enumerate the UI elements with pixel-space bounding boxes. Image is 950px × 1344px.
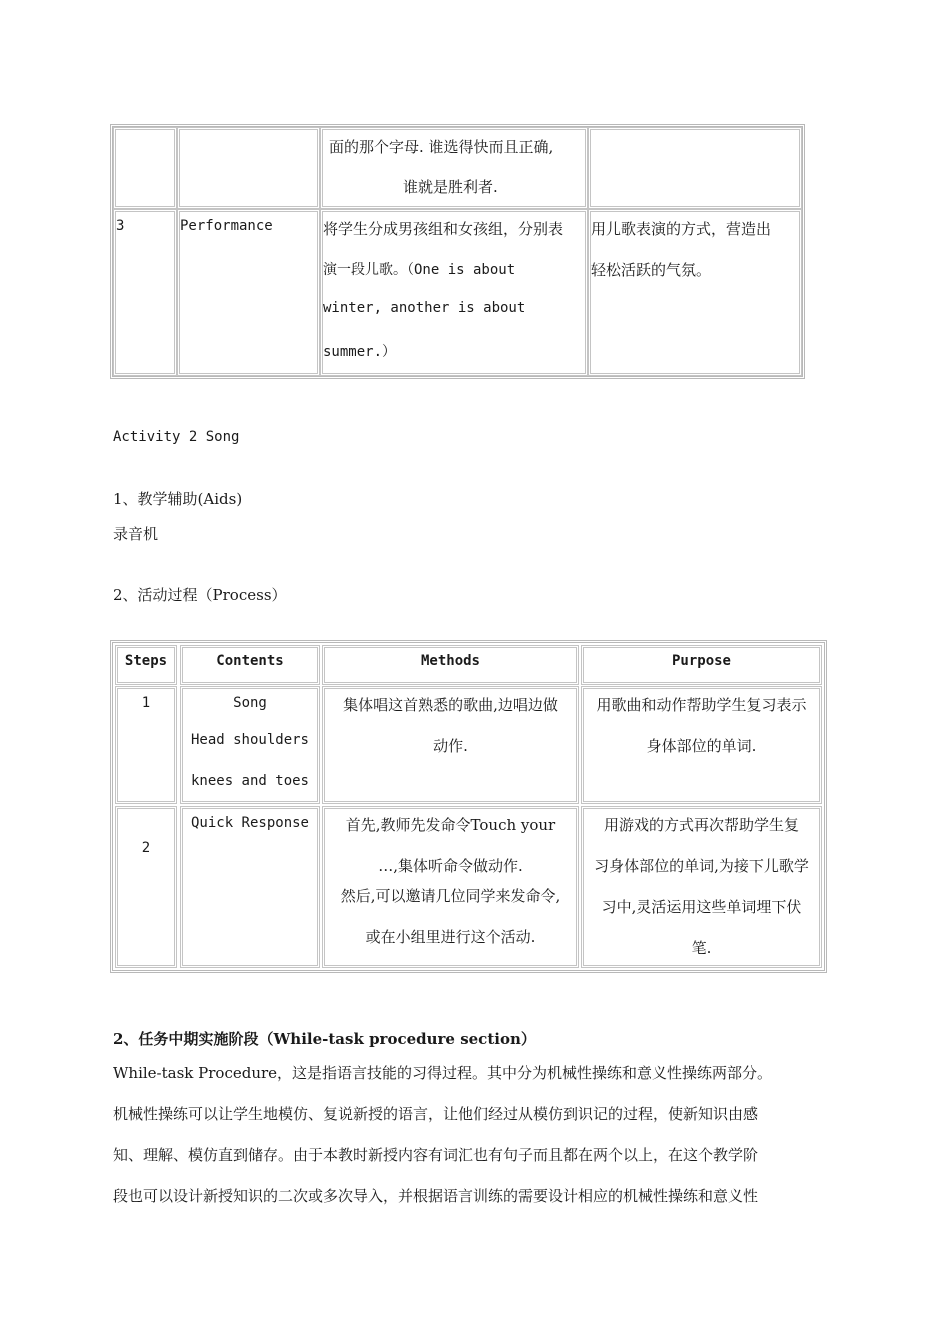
purpose-line: 身体部位的单词. [646,737,757,755]
methods-line: 或在小组里进行这个活动. [365,928,536,946]
methods-line: 面的那个字母. 谁选得快而且正确, [329,138,554,156]
table1-row3-step-cell [113,209,177,376]
purpose-line: 习中,灵活运用这些单词埋下伏 [601,898,802,916]
row1-methods-cell [322,686,579,804]
row2-contents-cell [180,806,320,968]
methods-line: 集体唱这首熟悉的歌曲,边唱边做 [343,696,558,714]
table1-cont-purpose-cell [588,127,802,209]
header-methods: Methods [420,653,480,669]
row2-step-cell [115,806,177,968]
content-line: Song [233,695,267,711]
header-purpose-cell [581,645,822,685]
methods-line: …,集体听命令做动作. [378,857,523,875]
step-number: 2 [141,840,151,856]
table1-row3-content-cell [177,209,320,376]
purpose-line: 用游戏的方式再次帮助学生复 [603,816,799,834]
header-contents: Contents [216,653,284,669]
step-number: 3 [116,218,125,234]
section-heading: 2、任务中期实施阶段（While-task procedure section） [113,1030,536,1048]
aids-value: 录音机 [113,525,159,543]
step-number: 1 [141,695,151,711]
header-steps-cell [115,645,177,685]
section-paragraph [113,1062,843,1226]
table1-cont-methods-cell [320,127,588,209]
aids-heading: 1、教学辅助(Aids) [113,490,243,508]
methods-line: 将学生分成男孩组和女孩组，分别表 [323,220,564,238]
table1-cont-content-cell [177,127,320,209]
methods-line: 动作. [433,737,468,755]
methods-line: 首先,教师先发命令Touch your [345,816,556,834]
table1-cont-step-cell [113,127,177,209]
row2-purpose-cell [581,806,822,968]
row1-contents-cell [180,686,320,804]
header-contents-cell [180,645,320,685]
header-methods-cell [322,645,579,685]
row2-methods-cell [322,806,579,968]
methods-line: 演一段儿歌。（One is about [323,262,516,278]
header-purpose: Purpose [671,653,731,669]
purpose-line: 习身体部位的单词,为接下儿歌学 [594,857,809,875]
content-line: Head shoulders [190,732,309,748]
table1-row3-methods-cell [320,209,588,376]
methods-line: summer.） [323,344,397,360]
content-line: Quick Response [190,815,309,831]
methods-line: winter, another is about [323,300,526,316]
methods-line: 然后,可以邀请几位同学来发命令, [340,887,561,905]
purpose-line: 轻松活跃的气氛。 [591,261,712,279]
methods-line: 谁就是胜利者. [403,178,498,196]
purpose-line: 用歌曲和动作帮助学生复习表示 [596,696,807,714]
table1-row3-purpose-cell [588,209,802,376]
row1-purpose-cell [581,686,822,804]
process-heading: 2、活动过程（Process） [113,586,287,604]
row1-step-cell [115,686,177,804]
paragraph-line: 段也可以设计新授知识的二次或多次导入，并根据语言训练的需要设计相应的机械性操练和意义性 [113,1187,759,1205]
content-text: Performance [180,218,273,234]
activity-title: Activity 2 Song [113,429,240,445]
header-steps: Steps [124,653,168,669]
purpose-line: 用儿歌表演的方式，营造出 [591,220,772,238]
paragraph-line: While-task Procedure，这是指语言技能的习得过程。其中分为机械性操练和意义性操练两部分。 [113,1064,773,1082]
content-line: knees and toes [190,773,309,789]
paragraph-line: 知、理解、模仿直到储存。由于本教时新授内容有词汇也有句子而且都在两个以上，在这个教学阶 [113,1146,759,1164]
paragraph-line: 机械性操练可以让学生地模仿、复说新授的语言，让他们经过从模仿到识记的过程，使新知识由感 [113,1105,759,1123]
purpose-line: 笔. [691,939,712,957]
